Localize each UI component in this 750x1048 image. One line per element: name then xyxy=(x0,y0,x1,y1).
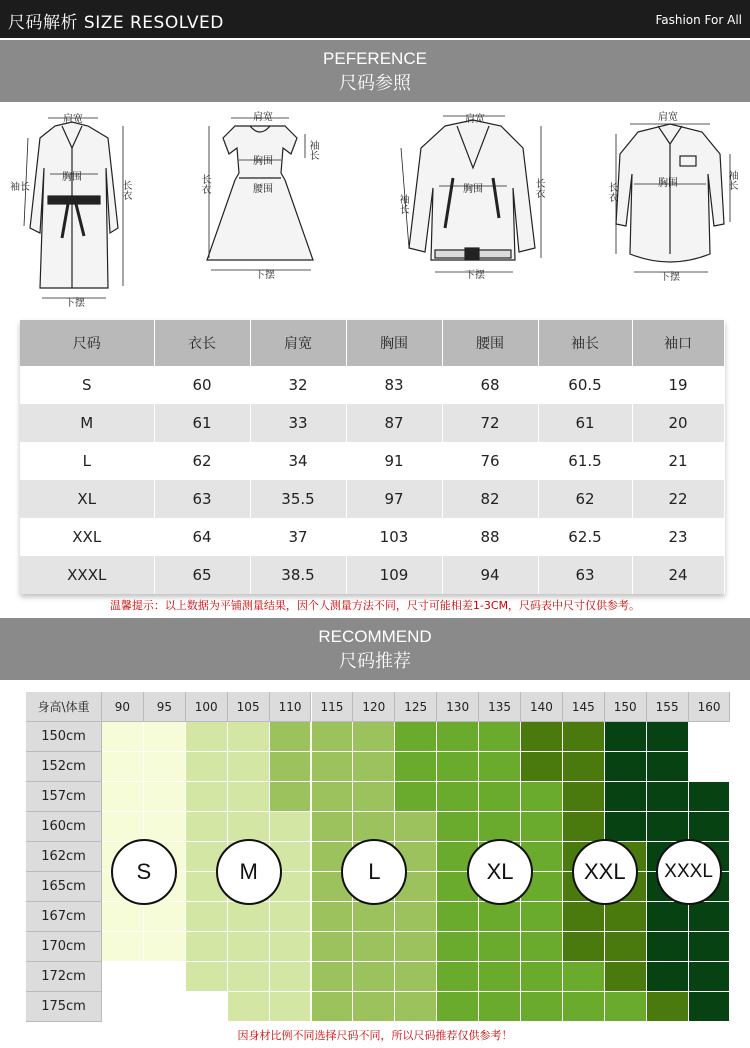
grid-cell xyxy=(689,932,731,962)
table-cell: 103 xyxy=(346,518,442,556)
trench-sleeve-label: 袖长 xyxy=(10,182,30,193)
size-circle-s: S xyxy=(111,839,177,905)
jacket-chest-label: 胸围 xyxy=(463,184,483,195)
dress-drawing xyxy=(195,108,325,283)
height-label: 150cm xyxy=(26,722,102,752)
grid-cell xyxy=(353,992,395,1022)
grid-cell xyxy=(647,782,689,812)
trench-coat-drawing xyxy=(10,108,140,308)
table-cell: 23 xyxy=(632,518,724,556)
header-cell: 尺码 xyxy=(20,320,154,366)
grid-cell xyxy=(353,722,395,752)
grid-cell xyxy=(395,902,437,932)
grid-cell xyxy=(312,812,354,842)
grid-cell xyxy=(186,812,228,842)
weight-header: 110 xyxy=(270,692,312,722)
grid-cell xyxy=(270,752,312,782)
grid-cell xyxy=(605,902,647,932)
grid-cell xyxy=(647,932,689,962)
grid-cell xyxy=(689,812,731,842)
trench-chest-label: 胸围 xyxy=(62,172,82,183)
grid-cell xyxy=(563,722,605,752)
grid-cell xyxy=(144,902,186,932)
table-cell: XXL xyxy=(20,518,154,556)
grid-cell xyxy=(228,812,270,842)
grid-cell xyxy=(144,962,186,992)
recommend-note: 因身材比例不同选择尺码不同，所以尺码推荐仅供参考！ xyxy=(237,1029,513,1042)
grid-cell xyxy=(563,992,605,1022)
height-label: 175cm xyxy=(26,992,102,1022)
size-table-header-row xyxy=(20,320,724,366)
grid-cell xyxy=(437,962,479,992)
table-cell: S xyxy=(20,366,154,404)
grid-cell xyxy=(312,752,354,782)
table-cell: 97 xyxy=(346,480,442,518)
grid-cell xyxy=(689,962,731,992)
header-cell: 衣长 xyxy=(154,320,250,366)
shirt-length-label: 长衣 xyxy=(606,182,617,202)
recommend-banner-zh: 尺码推荐 xyxy=(339,651,411,672)
grid-cell xyxy=(228,722,270,752)
grid-cell xyxy=(437,752,479,782)
shirt-chest-label: 胸围 xyxy=(658,178,678,189)
grid-cell xyxy=(563,932,605,962)
shirt-shoulder-label: 肩宽 xyxy=(658,112,678,123)
grid-cell xyxy=(395,812,437,842)
grid-cell xyxy=(270,722,312,752)
grid-cell xyxy=(102,932,144,962)
dress-shoulder-label: 肩宽 xyxy=(253,112,273,123)
grid-cell xyxy=(395,752,437,782)
table-cell: 63 xyxy=(538,556,632,594)
table-row xyxy=(20,404,724,442)
dress-sleeve-label: 袖长 xyxy=(307,140,318,160)
grid-cell xyxy=(353,932,395,962)
table-cell: 76 xyxy=(442,442,538,480)
size-circle-xl: XL xyxy=(467,839,533,905)
jacket-hem-label: 下摆 xyxy=(465,270,485,281)
table-cell: 62 xyxy=(154,442,250,480)
grid-cell xyxy=(395,932,437,962)
header-brand: Fashion For All xyxy=(655,13,742,27)
grid-cell xyxy=(312,992,354,1022)
grid-cell xyxy=(563,812,605,842)
grid-cell xyxy=(353,902,395,932)
table-cell: 61 xyxy=(538,404,632,442)
jacket-sleeve-label: 袖长 xyxy=(397,194,408,214)
table-cell: 62.5 xyxy=(538,518,632,556)
grid-cell xyxy=(186,962,228,992)
dress-hem-label: 下摆 xyxy=(255,270,275,281)
trench-hem-label: 下摆 xyxy=(65,298,85,309)
size-circle-xxl: XXL xyxy=(572,839,638,905)
jacket-shoulder-label: 肩宽 xyxy=(465,114,485,125)
header-cell: 肩宽 xyxy=(250,320,346,366)
grid-cell xyxy=(437,722,479,752)
grid-cell xyxy=(521,752,563,782)
reference-banner-zh: 尺码参照 xyxy=(339,73,411,94)
table-cell: 24 xyxy=(632,556,724,594)
grid-cell xyxy=(270,782,312,812)
header-cell: 胸围 xyxy=(346,320,442,366)
table-cell: 62 xyxy=(538,480,632,518)
grid-cell xyxy=(563,962,605,992)
grid-cell xyxy=(479,722,521,752)
grid-cell xyxy=(437,782,479,812)
grid-cell xyxy=(521,812,563,842)
table-cell: 72 xyxy=(442,404,538,442)
grid-cell xyxy=(395,992,437,1022)
grid-cell xyxy=(102,902,144,932)
height-label: 170cm xyxy=(26,932,102,962)
size-circle-xxxl: XXXL xyxy=(656,839,722,905)
grid-cell xyxy=(437,902,479,932)
grid-cell xyxy=(647,902,689,932)
size-circle-l: L xyxy=(341,839,407,905)
table-cell: 38.5 xyxy=(250,556,346,594)
grid-cell xyxy=(479,932,521,962)
grid-cell xyxy=(647,722,689,752)
table-cell: M xyxy=(20,404,154,442)
jacket-illustration xyxy=(395,108,550,283)
dress-chest-label: 胸围 xyxy=(253,156,273,167)
table-cell: 19 xyxy=(632,366,724,404)
table-cell: 32 xyxy=(250,366,346,404)
table-cell: 61.5 xyxy=(538,442,632,480)
dress-length-label: 长衣 xyxy=(199,174,210,194)
grid-cell xyxy=(270,992,312,1022)
grid-cell xyxy=(186,992,228,1022)
table-cell: 21 xyxy=(632,442,724,480)
grid-cell xyxy=(312,902,354,932)
grid-cell xyxy=(689,722,731,752)
grid-cell xyxy=(144,782,186,812)
height-label: 152cm xyxy=(26,752,102,782)
grid-cell xyxy=(437,932,479,962)
table-row xyxy=(20,556,724,594)
height-label: 165cm xyxy=(26,872,102,902)
grid-cell xyxy=(521,782,563,812)
grid-cell xyxy=(605,962,647,992)
height-label: 160cm xyxy=(26,812,102,842)
shirt-drawing xyxy=(600,104,740,284)
weight-header: 150 xyxy=(605,692,647,722)
grid-cell xyxy=(353,812,395,842)
weight-header: 100 xyxy=(186,692,228,722)
grid-cell xyxy=(605,932,647,962)
grid-cell xyxy=(353,962,395,992)
jacket-length-label: 长衣 xyxy=(533,178,544,198)
grid-cell xyxy=(521,932,563,962)
table-cell: 20 xyxy=(632,404,724,442)
weight-header: 130 xyxy=(437,692,479,722)
grid-cell xyxy=(563,782,605,812)
header-cell: 袖长 xyxy=(538,320,632,366)
header-title: 尺码解析 SIZE RESOLVED xyxy=(8,13,224,33)
grid-cell xyxy=(144,992,186,1022)
grid-cell xyxy=(605,992,647,1022)
grid-cell xyxy=(563,752,605,782)
grid-cell xyxy=(102,782,144,812)
size-recommend-grid xyxy=(26,692,731,1018)
table-cell: L xyxy=(20,442,154,480)
grid-cell xyxy=(144,812,186,842)
grid-cell xyxy=(689,902,731,932)
reference-banner xyxy=(0,40,750,102)
grid-cell xyxy=(647,812,689,842)
grid-cell xyxy=(563,902,605,932)
grid-cell xyxy=(605,752,647,782)
weight-header: 115 xyxy=(312,692,354,722)
size-table xyxy=(20,320,725,594)
trench-shoulder-label: 肩宽 xyxy=(63,114,83,125)
table-row xyxy=(20,480,724,518)
grid-cell xyxy=(228,782,270,812)
grid-cell xyxy=(353,752,395,782)
grid-cell xyxy=(270,902,312,932)
weight-header: 160 xyxy=(689,692,731,722)
grid-cell xyxy=(186,932,228,962)
grid-cell xyxy=(186,902,228,932)
recommend-banner xyxy=(0,618,750,680)
grid-cell xyxy=(521,992,563,1022)
grid-cell xyxy=(228,902,270,932)
table-cell: 82 xyxy=(442,480,538,518)
grid-cell xyxy=(102,722,144,752)
grid-cell xyxy=(437,992,479,1022)
grid-cell xyxy=(312,962,354,992)
grid-cell xyxy=(605,722,647,752)
table-cell: XL xyxy=(20,480,154,518)
table-cell: 83 xyxy=(346,366,442,404)
table-cell: 60 xyxy=(154,366,250,404)
weight-header: 145 xyxy=(563,692,605,722)
height-label: 157cm xyxy=(26,782,102,812)
trench-length-label: 长衣 xyxy=(120,180,131,200)
grid-cell xyxy=(479,992,521,1022)
grid-cell xyxy=(479,812,521,842)
table-cell: 60.5 xyxy=(538,366,632,404)
height-label: 172cm xyxy=(26,962,102,992)
grid-cell xyxy=(647,992,689,1022)
grid-cell xyxy=(270,962,312,992)
grid-cell xyxy=(270,932,312,962)
table-cell: 37 xyxy=(250,518,346,556)
table-cell: 35.5 xyxy=(250,480,346,518)
grid-cell xyxy=(102,962,144,992)
grid-cell xyxy=(689,782,731,812)
shirt-sleeve-label: 袖长 xyxy=(726,170,737,190)
table-cell: 63 xyxy=(154,480,250,518)
recommend-banner-en: RECOMMEND xyxy=(318,627,432,646)
grid-cell xyxy=(479,962,521,992)
grid-corner-label: 身高\体重 xyxy=(26,692,102,722)
table-cell: XXXL xyxy=(20,556,154,594)
weight-header: 155 xyxy=(647,692,689,722)
weight-header: 120 xyxy=(353,692,395,722)
grid-cell xyxy=(312,782,354,812)
grid-cell xyxy=(479,782,521,812)
jacket-drawing xyxy=(395,108,550,283)
grid-cell xyxy=(353,782,395,812)
grid-cell xyxy=(689,752,731,782)
grid-cell xyxy=(228,962,270,992)
table-row xyxy=(20,442,724,480)
table-cell: 34 xyxy=(250,442,346,480)
weight-header: 140 xyxy=(521,692,563,722)
table-cell: 65 xyxy=(154,556,250,594)
grid-cell xyxy=(521,962,563,992)
grid-cell xyxy=(689,992,731,1022)
grid-cell xyxy=(605,812,647,842)
weight-header: 125 xyxy=(395,692,437,722)
reference-banner-en: PEFERENCE xyxy=(323,49,427,68)
table-cell: 22 xyxy=(632,480,724,518)
grid-cell xyxy=(102,812,144,842)
grid-cell xyxy=(144,752,186,782)
table-cell: 94 xyxy=(442,556,538,594)
table-cell: 109 xyxy=(346,556,442,594)
size-circle-m: M xyxy=(216,839,282,905)
table-cell: 68 xyxy=(442,366,538,404)
grid-cell xyxy=(395,722,437,752)
grid-cell xyxy=(647,752,689,782)
weight-header: 135 xyxy=(479,692,521,722)
table-row xyxy=(20,518,724,556)
height-label: 162cm xyxy=(26,842,102,872)
weight-header: 105 xyxy=(228,692,270,722)
table-cell: 61 xyxy=(154,404,250,442)
grid-cell xyxy=(479,902,521,932)
grid-cell xyxy=(186,752,228,782)
weight-header: 90 xyxy=(102,692,144,722)
grid-cell xyxy=(228,932,270,962)
shirt-hem-label: 下摆 xyxy=(660,272,680,283)
grid-cell xyxy=(521,722,563,752)
grid-cell xyxy=(312,932,354,962)
table-row xyxy=(20,366,724,404)
grid-cell xyxy=(437,812,479,842)
grid-cell xyxy=(186,782,228,812)
top-header-bar xyxy=(0,0,750,38)
header-cell: 腰围 xyxy=(442,320,538,366)
grid-cell xyxy=(395,962,437,992)
grid-cell xyxy=(479,752,521,782)
trench-coat-illustration xyxy=(10,108,140,308)
grid-cell xyxy=(144,722,186,752)
grid-cell xyxy=(521,902,563,932)
weight-header: 95 xyxy=(144,692,186,722)
grid-cell xyxy=(605,782,647,812)
grid-cell xyxy=(228,992,270,1022)
table-cell: 64 xyxy=(154,518,250,556)
grid-cell xyxy=(647,962,689,992)
grid-cell xyxy=(102,992,144,1022)
size-table-note: 温馨提示：以上数据为平铺测量结果，因个人测量方法不同，尺寸可能相差1-3CM，尺码表中尺寸仅供参考。 xyxy=(109,599,641,612)
header-cell: 袖口 xyxy=(632,320,724,366)
shirt-illustration xyxy=(600,104,740,284)
table-cell: 88 xyxy=(442,518,538,556)
grid-cell xyxy=(144,932,186,962)
height-label: 167cm xyxy=(26,902,102,932)
grid-cell xyxy=(186,722,228,752)
table-cell: 87 xyxy=(346,404,442,442)
dress-illustration xyxy=(195,108,325,283)
table-cell: 33 xyxy=(250,404,346,442)
grid-cell xyxy=(270,812,312,842)
table-cell: 91 xyxy=(346,442,442,480)
grid-cell xyxy=(395,782,437,812)
grid-cell xyxy=(312,722,354,752)
grid-cell xyxy=(228,752,270,782)
grid-cell xyxy=(102,752,144,782)
dress-waist-label: 腰围 xyxy=(253,184,273,195)
